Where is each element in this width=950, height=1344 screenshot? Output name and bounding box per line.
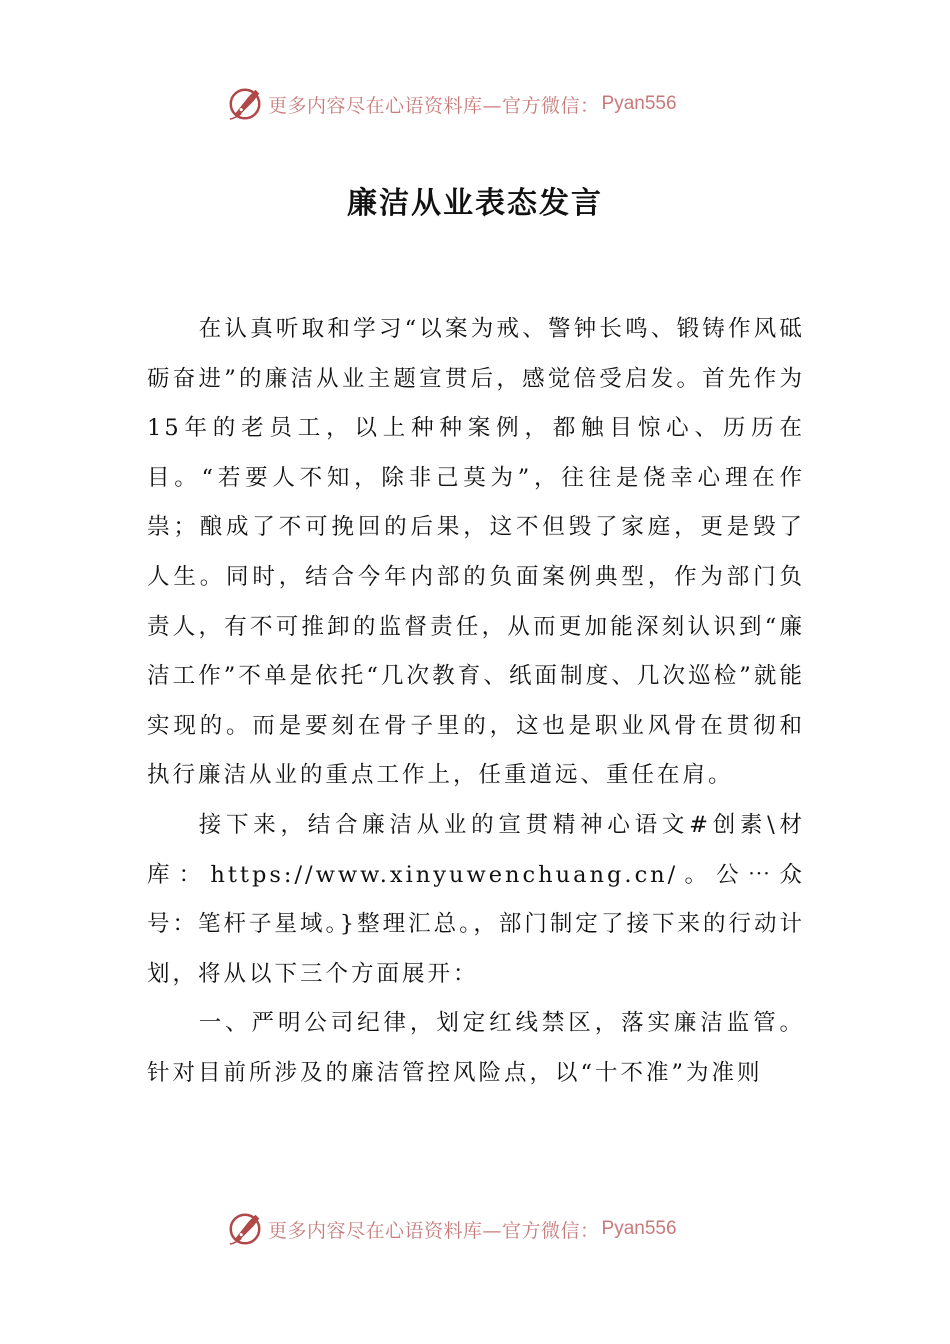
header-watermark [226, 84, 677, 124]
watermark-text: 更多内容尽在心语资料库—官方微信： [268, 1219, 600, 1242]
watermark-handle: Pyan556 [601, 1218, 677, 1239]
pen-nib-logo-icon [226, 85, 264, 123]
document-body [147, 305, 805, 1099]
paragraph-1: 在认真听取和学习“以案为戒、警钟长鸣、锻铸作风砥砺奋进”的廉洁从业主题宣贯后，感觉倍受启发。首先作为15年的老员工，以上种种案例，都触目惊心、历历在目。“若要人不知，除非己莫为”，往往是侥幸心理在作祟；酿成了不可挽回的后果，这不但毁了家庭，更是毁了人生。同时，结合今年内部的负面案例典型，作为部门负责人，有不可推卸的监督责任，从而更加能深刻认识到“廉洁工作”不单是依托“几次教育、纸面制度、几次巡检”就能实现的。而是要刻在骨子里的，这也是职业风骨在贯彻和执行廉洁从业的重点工作上，任重道远、重任在肩。 [147, 316, 805, 789]
paragraph-2: 接下来，结合廉洁从业的宣贯精神心语文#创素\材库：https://www.xinyuwenchuang.cn/。公⋯众号：笔杆子星域。}整理汇总。，部门制定了接下来的行动计划，将从以下三个方面展开： [147, 811, 805, 987]
footer-watermark [226, 1209, 677, 1249]
watermark-text: 更多内容尽在心语资料库—官方微信： [268, 94, 600, 117]
pen-nib-logo-icon [226, 1210, 264, 1248]
document-title: 廉洁从业表态发言 [347, 186, 603, 221]
watermark-handle: Pyan556 [601, 93, 677, 114]
paragraph-3: 一、严明公司纪律，划定红线禁区，落实廉洁监管。针对目前所涉及的廉洁管控风险点，以“十不准”为准则 [147, 1010, 805, 1086]
